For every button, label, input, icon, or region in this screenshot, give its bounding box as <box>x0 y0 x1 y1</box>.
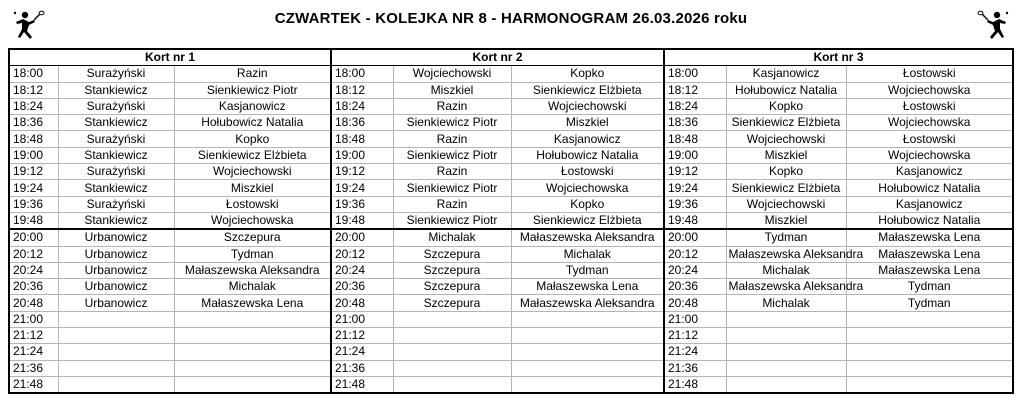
player-name: Sienkiewicz Elżbieta <box>511 82 664 98</box>
player-name: Hołubowicz Natalia <box>511 147 664 163</box>
player-name: Tydman <box>846 295 1013 311</box>
court-header: Kort nr 3 <box>664 49 1013 66</box>
match-time: 19:12 <box>331 164 393 180</box>
player-name: Kasjanowicz <box>174 98 331 114</box>
player-name: Wojciechowski <box>726 196 846 212</box>
match-time: 19:24 <box>9 180 58 196</box>
player-name: Wojciechowska <box>846 147 1013 163</box>
match-time: 19:36 <box>9 196 58 212</box>
match-time: 21:36 <box>9 360 58 376</box>
player-name: Kasjanowicz <box>846 164 1013 180</box>
player-name <box>174 311 331 327</box>
player-name: Małaszewska Aleksandra <box>511 295 664 311</box>
player-name: Wojciechowski <box>174 164 331 180</box>
table-row <box>9 229 1013 246</box>
player-name: Szczepura <box>393 262 511 278</box>
table-row <box>9 311 1013 327</box>
player-name: Małaszewska Aleksandra <box>511 229 664 246</box>
match-time: 21:36 <box>331 360 393 376</box>
player-name: Szczepura <box>393 279 511 295</box>
player-name: Hołubowicz Natalia <box>846 180 1013 196</box>
player-name: Surażyński <box>58 66 174 82</box>
player-name: Urbanowicz <box>58 262 174 278</box>
player-name: Miszkiel <box>726 147 846 163</box>
table-row <box>9 262 1013 278</box>
player-name: Surażyński <box>58 131 174 147</box>
player-name: Łostowski <box>511 164 664 180</box>
player-name: Wojciechowska <box>511 180 664 196</box>
player-name <box>393 328 511 344</box>
match-time: 19:48 <box>9 212 58 229</box>
match-time: 20:48 <box>9 295 58 311</box>
player-name <box>58 376 174 393</box>
match-time: 18:24 <box>664 98 726 114</box>
player-name <box>726 328 846 344</box>
player-name: Michalak <box>174 279 331 295</box>
player-name <box>726 311 846 327</box>
table-row <box>9 246 1013 262</box>
player-name <box>726 376 846 393</box>
match-time: 20:12 <box>664 246 726 262</box>
player-name <box>58 360 174 376</box>
player-name: Sienkiewicz Elżbieta <box>726 180 846 196</box>
table-row <box>9 98 1013 114</box>
player-name <box>846 311 1013 327</box>
match-time: 21:00 <box>9 311 58 327</box>
player-name: Urbanowicz <box>58 246 174 262</box>
match-time: 19:48 <box>664 212 726 229</box>
match-time: 20:36 <box>664 279 726 295</box>
player-name: Wojciechowska <box>174 212 331 229</box>
player-name: Łostowski <box>846 66 1013 82</box>
match-time: 19:36 <box>331 196 393 212</box>
match-time: 21:00 <box>331 311 393 327</box>
match-time: 18:12 <box>331 82 393 98</box>
table-row <box>9 66 1013 82</box>
player-name: Razin <box>393 196 511 212</box>
player-name: Wojciechowski <box>393 66 511 82</box>
player-name: Sienkiewicz Piotr <box>393 147 511 163</box>
player-name: Małaszewska Lena <box>174 295 331 311</box>
player-name: Surażyński <box>58 164 174 180</box>
player-name: Szczepura <box>393 295 511 311</box>
match-time: 19:48 <box>331 212 393 229</box>
match-time: 20:24 <box>664 262 726 278</box>
player-name: Wojciechowska <box>846 82 1013 98</box>
player-name: Stankiewicz <box>58 82 174 98</box>
match-time: 21:24 <box>9 344 58 360</box>
player-name: Małaszewska Aleksandra <box>174 262 331 278</box>
player-name <box>511 360 664 376</box>
table-row <box>9 360 1013 376</box>
match-time: 19:00 <box>331 147 393 163</box>
player-name: Sienkiewicz Piotr <box>174 82 331 98</box>
match-time: 18:48 <box>9 131 58 147</box>
player-name: Michalak <box>726 295 846 311</box>
player-name: Miszkiel <box>511 115 664 131</box>
schedule-table <box>8 48 1014 394</box>
player-name <box>726 344 846 360</box>
match-time: 19:24 <box>331 180 393 196</box>
table-row <box>9 328 1013 344</box>
player-name <box>511 344 664 360</box>
match-time: 18:00 <box>331 66 393 82</box>
table-row <box>9 164 1013 180</box>
player-name <box>846 376 1013 393</box>
player-name: Tydman <box>174 246 331 262</box>
player-name: Michalak <box>726 262 846 278</box>
match-time: 18:36 <box>9 115 58 131</box>
player-name: Małaszewska Lena <box>846 262 1013 278</box>
player-name: Sienkiewicz Piotr <box>393 115 511 131</box>
match-time: 18:24 <box>331 98 393 114</box>
court-header: Kort nr 2 <box>331 49 664 66</box>
match-time: 21:48 <box>664 376 726 393</box>
player-name <box>58 328 174 344</box>
match-time: 20:00 <box>331 229 393 246</box>
page-title: CZWARTEK - KOLEJKA NR 8 - HARMONOGRAM 26.03.2026 roku <box>274 10 748 27</box>
badminton-player-icon <box>976 10 1010 42</box>
match-time: 18:00 <box>664 66 726 82</box>
player-name <box>726 360 846 376</box>
player-name: Kasjanowicz <box>846 196 1013 212</box>
match-time: 18:12 <box>9 82 58 98</box>
match-time: 18:36 <box>331 115 393 131</box>
match-time: 19:12 <box>664 164 726 180</box>
player-name <box>174 344 331 360</box>
player-name <box>174 376 331 393</box>
player-name: Michalak <box>511 246 664 262</box>
match-time: 21:24 <box>664 344 726 360</box>
player-name: Razin <box>393 98 511 114</box>
player-name: Sienkiewicz Elżbieta <box>174 147 331 163</box>
match-time: 21:12 <box>9 328 58 344</box>
player-name: Wojciechowski <box>511 98 664 114</box>
player-name: Kasjanowicz <box>726 66 846 82</box>
player-name: Surażyński <box>58 98 174 114</box>
player-name: Sienkiewicz Elżbieta <box>511 212 664 229</box>
match-time: 18:12 <box>664 82 726 98</box>
match-time: 19:12 <box>9 164 58 180</box>
player-name: Razin <box>393 164 511 180</box>
player-name <box>511 311 664 327</box>
player-name: Sienkiewicz Elżbieta <box>726 115 846 131</box>
player-name: Stankiewicz <box>58 147 174 163</box>
player-name <box>174 328 331 344</box>
player-name: Hołubowicz Natalia <box>726 82 846 98</box>
player-name: Łostowski <box>174 196 331 212</box>
match-time: 18:48 <box>664 131 726 147</box>
player-name <box>846 328 1013 344</box>
table-row <box>9 131 1013 147</box>
match-time: 21:12 <box>331 328 393 344</box>
player-name: Małaszewska Lena <box>846 246 1013 262</box>
table-row <box>9 147 1013 163</box>
match-time: 20:24 <box>9 262 58 278</box>
player-name: Szczepura <box>393 246 511 262</box>
match-time: 19:00 <box>664 147 726 163</box>
match-time: 18:36 <box>664 115 726 131</box>
player-name: Urbanowicz <box>58 279 174 295</box>
match-time: 21:36 <box>664 360 726 376</box>
player-name: Miszkiel <box>393 82 511 98</box>
player-name: Miszkiel <box>174 180 331 196</box>
player-name: Tydman <box>846 279 1013 295</box>
match-time: 18:00 <box>9 66 58 82</box>
player-name: Razin <box>393 131 511 147</box>
badminton-player-icon <box>12 10 46 42</box>
player-name: Wojciechowski <box>726 131 846 147</box>
player-name: Małaszewska Aleksandra <box>726 246 846 262</box>
player-name: Tydman <box>726 229 846 246</box>
table-row <box>9 295 1013 311</box>
match-time: 20:36 <box>331 279 393 295</box>
table-row <box>9 212 1013 229</box>
player-name: Miszkiel <box>726 212 846 229</box>
match-time: 19:24 <box>664 180 726 196</box>
player-name <box>393 376 511 393</box>
player-name: Michalak <box>393 229 511 246</box>
player-name: Kopko <box>174 131 331 147</box>
match-time: 20:36 <box>9 279 58 295</box>
player-name <box>511 376 664 393</box>
player-name: Urbanowicz <box>58 229 174 246</box>
player-name <box>511 328 664 344</box>
player-name: Stankiewicz <box>58 180 174 196</box>
match-time: 21:48 <box>331 376 393 393</box>
player-name <box>393 344 511 360</box>
match-time: 20:00 <box>9 229 58 246</box>
match-time: 20:48 <box>331 295 393 311</box>
table-row <box>9 180 1013 196</box>
player-name <box>58 344 174 360</box>
table-row <box>9 196 1013 212</box>
player-name <box>846 344 1013 360</box>
table-row <box>9 376 1013 393</box>
match-time: 21:00 <box>664 311 726 327</box>
match-time: 21:48 <box>9 376 58 393</box>
player-name: Kopko <box>726 164 846 180</box>
match-time: 19:00 <box>9 147 58 163</box>
player-name: Szczepura <box>174 229 331 246</box>
player-name: Wojciechowska <box>846 115 1013 131</box>
match-time: 20:12 <box>9 246 58 262</box>
player-name: Tydman <box>511 262 664 278</box>
match-time: 20:24 <box>331 262 393 278</box>
player-name: Małaszewska Lena <box>511 279 664 295</box>
match-time: 21:24 <box>331 344 393 360</box>
player-name: Kopko <box>511 196 664 212</box>
match-time: 18:48 <box>331 131 393 147</box>
table-row <box>9 115 1013 131</box>
player-name: Kasjanowicz <box>511 131 664 147</box>
table-row <box>9 279 1013 295</box>
player-name: Małaszewska Aleksandra <box>726 279 846 295</box>
player-name: Razin <box>174 66 331 82</box>
match-time: 20:48 <box>664 295 726 311</box>
player-name: Małaszewska Lena <box>846 229 1013 246</box>
match-time: 20:12 <box>331 246 393 262</box>
player-name <box>174 360 331 376</box>
court-header: Kort nr 1 <box>9 49 331 66</box>
player-name: Łostowski <box>846 98 1013 114</box>
player-name: Sienkiewicz Piotr <box>393 212 511 229</box>
match-time: 18:24 <box>9 98 58 114</box>
player-name: Kopko <box>726 98 846 114</box>
match-time: 21:12 <box>664 328 726 344</box>
court-header-row <box>9 49 1013 66</box>
player-name: Stankiewicz <box>58 212 174 229</box>
player-name: Kopko <box>511 66 664 82</box>
player-name <box>58 311 174 327</box>
player-name <box>846 360 1013 376</box>
table-row <box>9 344 1013 360</box>
player-name: Surażyński <box>58 196 174 212</box>
table-row <box>9 82 1013 98</box>
match-time: 20:00 <box>664 229 726 246</box>
player-name: Stankiewicz <box>58 115 174 131</box>
player-name: Hołubowicz Natalia <box>846 212 1013 229</box>
player-name: Sienkiewicz Piotr <box>393 180 511 196</box>
player-name: Urbanowicz <box>58 295 174 311</box>
player-name <box>393 360 511 376</box>
match-time: 19:36 <box>664 196 726 212</box>
player-name: Łostowski <box>846 131 1013 147</box>
player-name <box>393 311 511 327</box>
player-name: Hołubowicz Natalia <box>174 115 331 131</box>
